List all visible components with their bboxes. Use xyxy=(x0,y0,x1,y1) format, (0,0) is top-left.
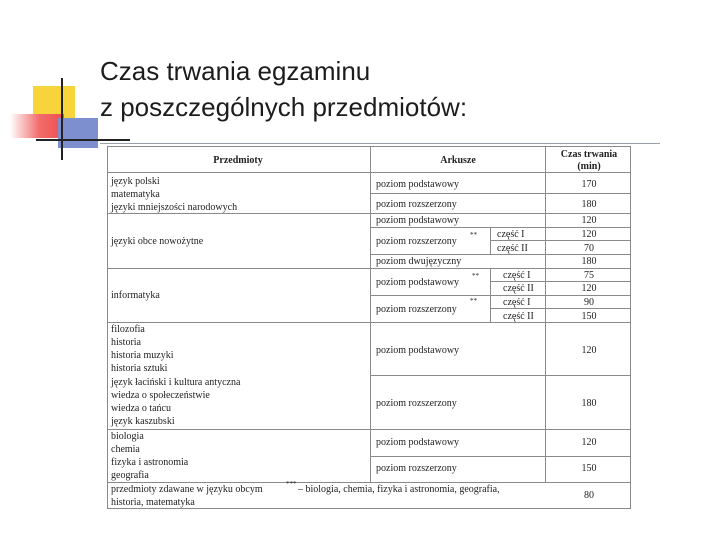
part-label: część II xyxy=(503,311,534,322)
level-basic: poziom podstawowy xyxy=(376,215,460,226)
level-basic: poziom podstawowy xyxy=(376,345,460,356)
time-cell: 180 xyxy=(581,199,597,210)
slide-title-line-2: z poszczególnych przedmiotów: xyxy=(100,92,468,122)
bottom-row-text-b: – biologia, chemia, fizyka i astronomia, geografia, xyxy=(298,484,500,495)
part-label: część II xyxy=(497,243,528,254)
bottom-row-text-a: przedmioty zdawane w języku obcym xyxy=(111,484,263,495)
time-cell: 90 xyxy=(584,297,594,308)
level-basic: poziom podstawowy xyxy=(376,179,460,190)
time-cell: 120 xyxy=(581,215,597,226)
time-cell: 120 xyxy=(581,345,597,356)
table-grid xyxy=(107,146,631,509)
level-extended: poziom rozszerzony xyxy=(376,199,457,210)
header-duration: Czas trwania xyxy=(560,149,618,160)
part-label: część I xyxy=(503,297,531,308)
subject-philosophy: filozofia xyxy=(111,324,145,335)
footnote-marker: *** xyxy=(286,480,297,488)
level-extended: poziom rozszerzony xyxy=(376,463,457,474)
subject-music-history: historia muzyki xyxy=(111,350,174,361)
part-label: część I xyxy=(503,270,531,281)
footnote-marker: ** xyxy=(470,297,477,305)
time-cell: 80 xyxy=(584,490,594,501)
level-basic: poziom podstawowy xyxy=(376,437,460,448)
subject-chemistry: chemia xyxy=(111,444,140,455)
time-cell: 170 xyxy=(581,179,597,190)
footnote-marker: ** xyxy=(472,272,479,280)
bottom-row-text-c: historia, matematyka xyxy=(111,497,195,508)
time-cell: 150 xyxy=(581,463,597,474)
time-cell: 120 xyxy=(581,437,597,448)
time-cell: 70 xyxy=(584,243,594,254)
header-subjects: Przedmioty xyxy=(213,155,263,166)
level-bilingual: poziom dwujęzyczny xyxy=(376,256,462,267)
level-extended: poziom rozszerzony xyxy=(376,304,457,315)
subject-polish: język polski xyxy=(111,176,160,187)
part-label: część I xyxy=(497,229,525,240)
time-cell: 180 xyxy=(581,256,597,267)
subject-foreign-languages: języki obce nowożytne xyxy=(111,236,204,247)
time-cell: 120 xyxy=(581,229,597,240)
subject-latin: język łaciński i kultura antyczna xyxy=(111,377,241,388)
footnote-marker: ** xyxy=(470,231,477,239)
subject-dance: wiedza o tańcu xyxy=(111,403,171,414)
header-sheets: Arkusze xyxy=(440,155,476,166)
part-label: część II xyxy=(503,283,534,294)
subject-art-history: historia sztuki xyxy=(111,363,168,374)
level-extended: poziom rozszerzony xyxy=(376,398,457,409)
subject-informatics: informatyka xyxy=(111,290,160,301)
subject-geography: geografia xyxy=(111,470,149,481)
time-cell: 150 xyxy=(581,311,597,322)
time-cell: 120 xyxy=(581,283,597,294)
header-duration-unit: (min) xyxy=(577,161,601,172)
subject-physics: fizyka i astronomia xyxy=(111,457,189,468)
subject-history: historia xyxy=(111,337,141,348)
level-extended: poziom rozszerzony xyxy=(376,236,457,247)
subject-math: matematyka xyxy=(111,189,160,200)
subject-biology: biologia xyxy=(111,431,144,442)
level-basic: poziom podstawowy xyxy=(376,277,460,288)
slide-title-line-1: Czas trwania egzaminu xyxy=(100,56,371,86)
time-cell: 180 xyxy=(581,398,597,409)
subject-minority-languages: języki mniejszości narodowych xyxy=(111,202,238,213)
time-cell: 75 xyxy=(584,270,594,281)
subject-civics: wiedza o społeczeństwie xyxy=(111,390,210,401)
subject-kashubian: język kaszubski xyxy=(111,416,175,427)
